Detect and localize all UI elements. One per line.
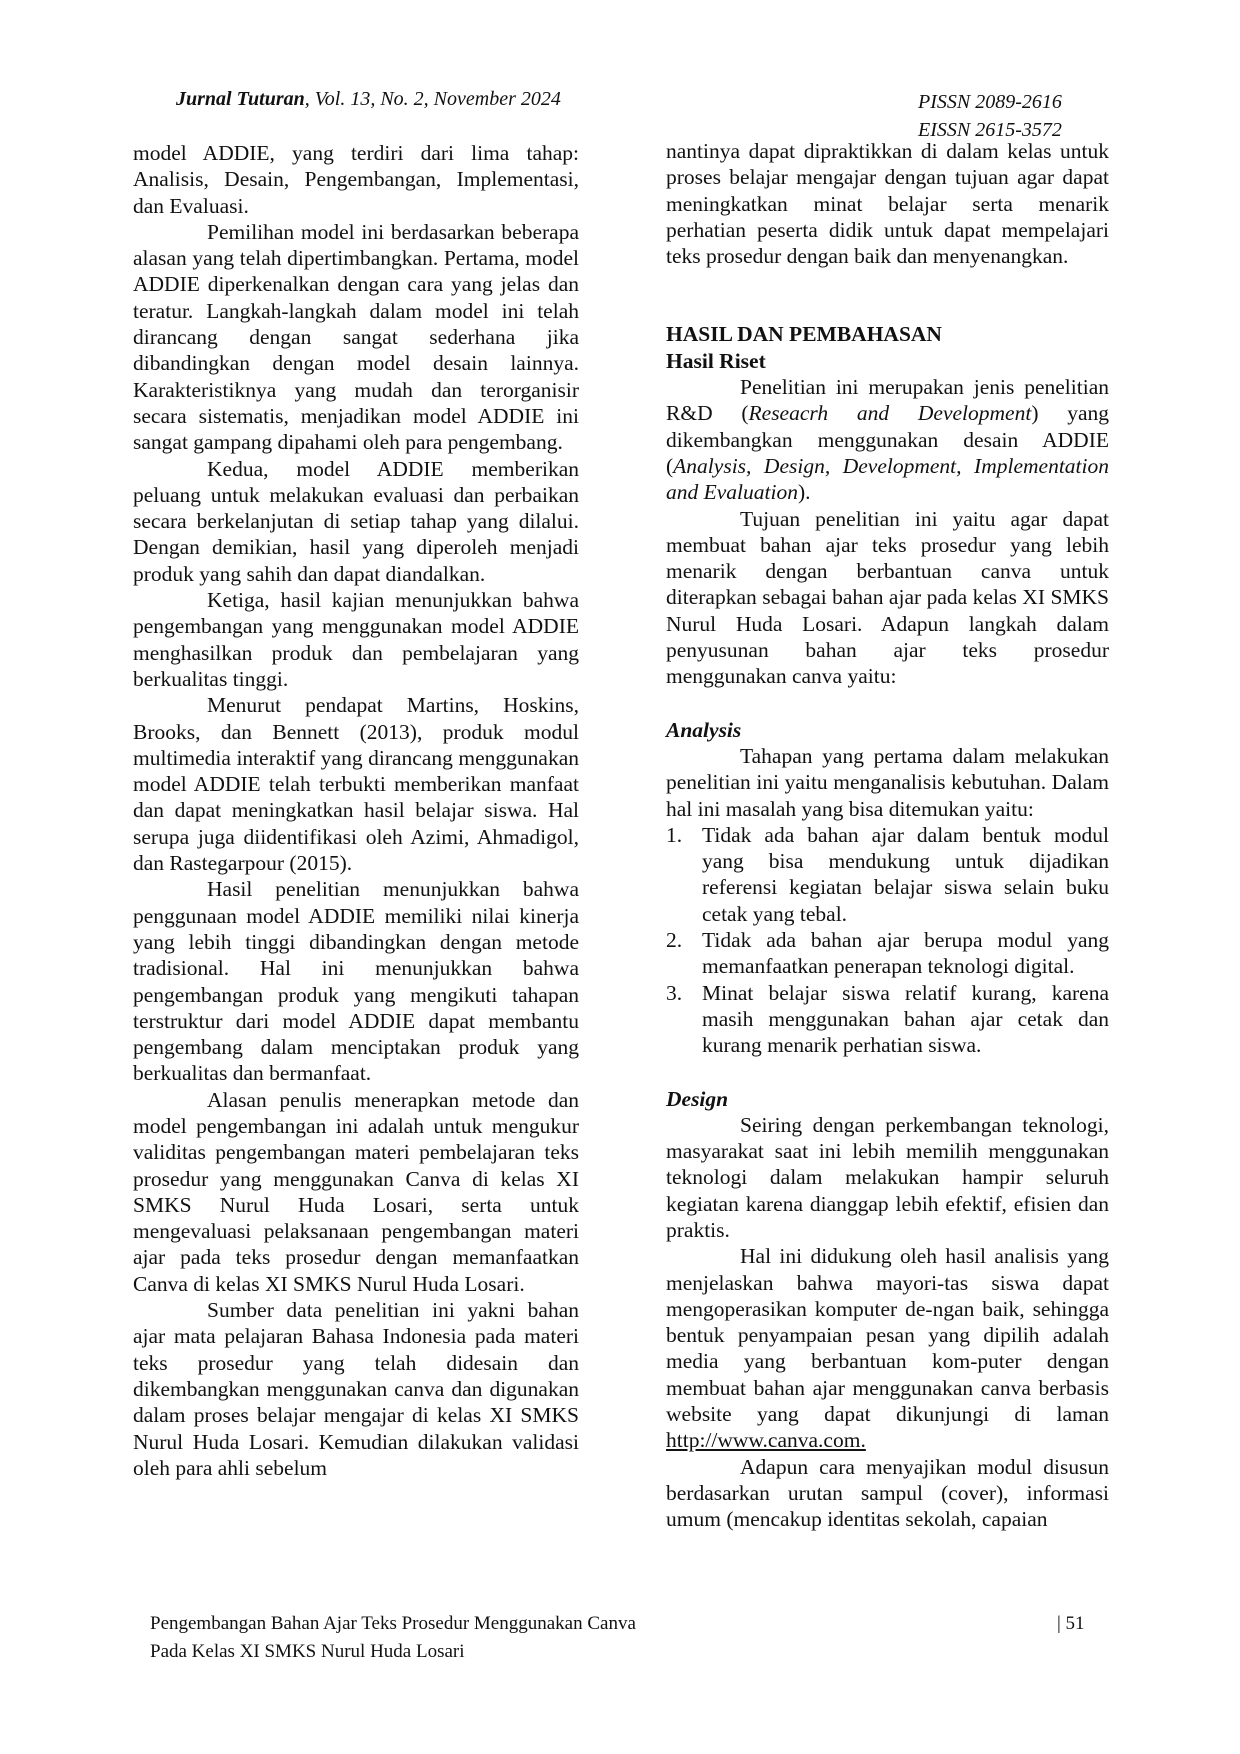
running-footer — [150, 1610, 636, 1666]
paragraph: Adapun cara menyajikan modul disusun berdasarkan urutan sampul (cover), informasi umum (mencakup identitas sekolah, capaian — [666, 1454, 1109, 1532]
running-header-issn — [918, 88, 1062, 144]
section-heading: HASIL DAN PEMBAHASAN — [666, 322, 942, 347]
paragraph: nantinya dapat dipraktikkan di dalam kelas untuk proses belajar mengajar dengan tujuan agar dapat meningkatkan minat belajar serta menarik perhatian peserta didik untuk dapat mempelajari teks prosedur dengan baik dan menyenangkan. — [666, 139, 1109, 269]
paragraph: Alasan penulis menerapkan metode dan model pengembangan ini adalah untuk mengukur validitas pengembangan materi pembelajaran teks prosedur yang menggunakan Canva di kelas XI SMKS Nurul Huda Losari, serta untuk mengevaluasi pelaksanaan pengembangan materi ajar pada teks prosedur dengan memanfaatkan Canva di kelas XI SMKS Nurul Huda Losari. — [133, 1087, 579, 1296]
running-header-journal — [176, 88, 561, 111]
paragraph: Seiring dengan perkembangan teknologi, masyarakat saat ini lebih memilih menggunakan teknologi dalam melakukan hampir seluruh kegiatan karena dianggap lebih efektif, efisien dan praktis. — [666, 1112, 1109, 1242]
analysis-heading: Analysis — [666, 717, 742, 742]
left-column — [133, 140, 579, 1481]
paragraph: Hal ini didukung oleh hasil analisis yang menjelaskan bahwa mayori-tas siswa dapat mengoperasikan komputer de-ngan baik, sehingga bentuk penyampaian pesan yang dipilih adalah media yang berbantuan kom-puter dengan membuat bahan ajar menggunakan canva berbasis website yang dapat dikunjungi di laman http://www.canva.com. — [666, 1244, 1109, 1453]
paragraph: Tujuan penelitian ini yaitu agar dapat membuat bahan ajar teks prosedur yang lebih menarik dengan berbantuan canva untuk diterapkan sebagai bahan ajar pada kelas XI SMKS Nurul Huda Losari. Adapun langkah dalam penyusunan bahan ajar teks prosedur menggunakan canva yaitu: — [666, 506, 1109, 689]
problem-list — [666, 822, 1109, 1059]
paragraph: Kedua, model ADDIE memberikan peluang untuk melakukan evaluasi dan perbaikan secara berkelanjutan di setiap tahap yang dilalui. Dengan demikian, hasil yang diperoleh menjadi produk yang sahih dan dapat diandalkan. — [133, 456, 579, 586]
list-item: 2. Tidak ada bahan ajar berupa modul yang memanfaatkan penerapan teknologi digital. — [666, 928, 1109, 979]
paragraph: Menurut pendapat Martins, Hoskins, Brooks, dan Bennett (2013), produk modul multimedia interaktif yang dirancang menggunakan model ADDIE telah terbukti memberikan manfaat dan dapat meningkatkan hasil belajar siswa. Hal serupa juga diidentifikasi oleh Azimi, Ahmadigol, dan Rastegarpour (2015). — [133, 693, 579, 876]
list-item: 3. Minat belajar siswa relatif kurang, karena masih menggunakan bahan ajar cetak dan kurang menarik perhatian siswa. — [666, 980, 1109, 1058]
footer-title-line2: Pada Kelas XI SMKS Nurul Huda Losari — [150, 1641, 465, 1662]
paragraph: Hasil penelitian menunjukkan bahwa penggunaan model ADDIE memiliki nilai kinerja yang lebih tinggi dibandingkan dengan metode tradisional. Hal ini menunjukkan bahwa pengembangan produk yang mengikuti tahapan terstruktur dari model ADDIE dapat membantu pengembang dalam menciptakan produk yang berkualitas dan bermanfaat. — [133, 877, 579, 1086]
paragraph: Ketiga, hasil kajian menunjukkan bahwa pengembangan yang menggunakan model ADDIE menghasilkan produk dan pembelajaran yang berkualitas tinggi. — [133, 588, 579, 691]
list-item: 1. Tidak ada bahan ajar dalam bentuk modul yang bisa mendukung untuk dijadikan referensi kegiatan belajar siswa selain buku cetak yang tebal. — [666, 822, 1109, 926]
paragraph: Tahapan yang pertama dalam melakukan penelitian ini yaitu menganalisis kebutuhan. Dalam hal ini masalah yang bisa ditemukan yaitu: — [666, 743, 1109, 821]
journal-volume: , Vol. 13, No. 2, November 2024 — [304, 88, 561, 110]
page-number: | 51 — [1057, 1613, 1085, 1634]
paragraph: model ADDIE, yang terdiri dari lima tahap: Analisis, Desain, Pengembangan, Implementasi, dan Evaluasi. — [133, 141, 579, 218]
journal-name: Jurnal Tuturan — [176, 88, 305, 110]
canva-link[interactable]: http://www.canva.com. — [666, 1428, 866, 1453]
paragraph: Sumber data penelitian ini yakni bahan ajar mata pelajaran Bahasa Indonesia pada materi teks prosedur yang telah didesain dan dikembangkan menggunakan canva dan digunakan dalam proses belajar mengajar di kelas XI SMKS Nurul Huda Losari. Kemudian dilakukan validasi oleh para ahli sebelum — [133, 1298, 579, 1480]
design-heading: Design — [666, 1086, 729, 1111]
subsection-heading: Hasil Riset — [666, 348, 766, 373]
paragraph: Pemilihan model ini berdasarkan beberapa alasan yang telah dipertimbangkan. Pertama, model ADDIE diperkenalkan dengan cara yang jelas dan teratur. Langkah-langkah dalam model ini telah dirancang dengan sangat sederhana jika dibandingkan dengan model desain lainnya. Karakteristiknya yang mudah dan terorganisir secara sistematis, menjadikan model ADDIE ini sangat gampang dipahami oleh para pengembang. — [133, 219, 579, 455]
right-column — [666, 138, 1109, 1533]
pissn: PISSN 2089-2616 — [918, 91, 1062, 113]
paragraph: Penelitian ini merupakan jenis penelitian R&D (Reseacrh and Development) yang dikembangkan menggunakan desain ADDIE (Analysis, Design, Development, Implementation and Evaluation). — [666, 375, 1110, 505]
footer-title-line1: Pengembangan Bahan Ajar Teks Prosedur Menggunakan Canva — [150, 1613, 636, 1634]
eissn: EISSN 2615-3572 — [918, 119, 1062, 141]
